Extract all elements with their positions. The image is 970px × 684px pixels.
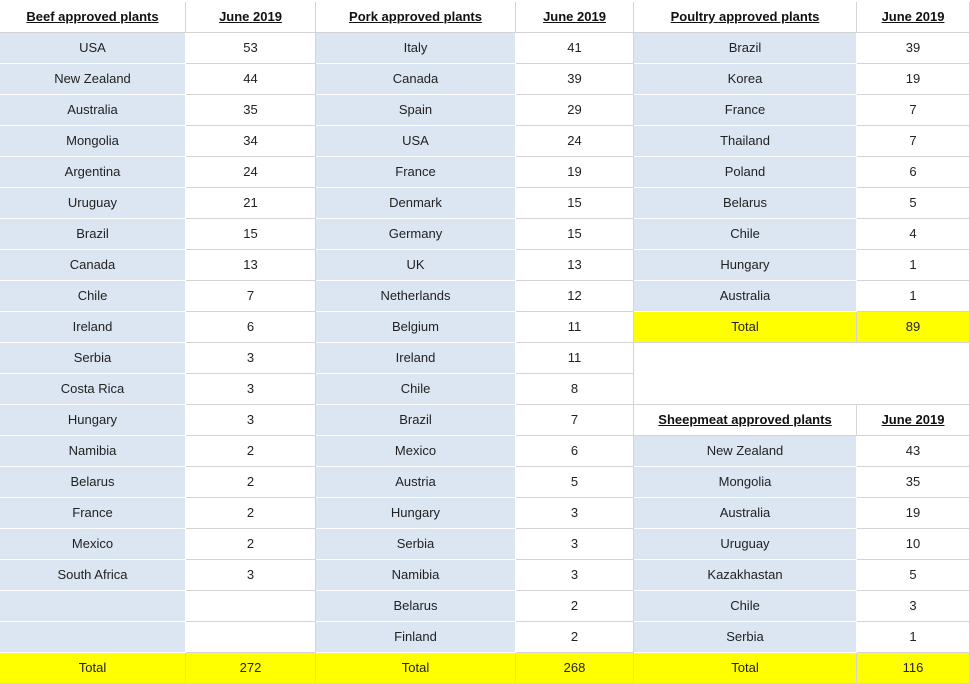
sheepmeat-total-label[interactable]: Total (634, 653, 857, 684)
sheepmeat-country-cell[interactable]: Australia (634, 498, 857, 529)
beef-count-cell[interactable]: 2 (186, 529, 316, 560)
beef-empty-cell[interactable] (186, 591, 316, 622)
beef-country-cell[interactable]: Chile (0, 281, 186, 312)
pork-count-cell[interactable]: 2 (516, 591, 634, 622)
beef-count-cell[interactable]: 21 (186, 188, 316, 219)
pork-count-cell[interactable]: 39 (516, 64, 634, 95)
pork-country-cell[interactable]: Austria (316, 467, 516, 498)
beef-count-cell[interactable]: 2 (186, 467, 316, 498)
pork-count-cell[interactable]: 2 (516, 622, 634, 653)
pork-count-cell[interactable]: 5 (516, 467, 634, 498)
beef-country-cell[interactable]: Serbia (0, 343, 186, 374)
sheepmeat-total-value[interactable]: 116 (857, 653, 970, 684)
poultry-total-value[interactable]: 89 (857, 312, 970, 343)
poultry-count-cell[interactable]: 4 (857, 219, 970, 250)
pork-country-cell[interactable]: Belarus (316, 591, 516, 622)
pork-country-cell[interactable]: Ireland (316, 343, 516, 374)
sheepmeat-count-cell[interactable]: 5 (857, 560, 970, 591)
sheepmeat-header[interactable]: Sheepmeat approved plants (634, 405, 857, 436)
pork-country-cell[interactable]: Netherlands (316, 281, 516, 312)
beef-empty-cell[interactable] (0, 591, 186, 622)
pork-country-cell[interactable]: Namibia (316, 560, 516, 591)
pork-count-cell[interactable]: 7 (516, 405, 634, 436)
pork-count-cell[interactable]: 6 (516, 436, 634, 467)
sheepmeat-count-cell[interactable]: 43 (857, 436, 970, 467)
beef-count-cell[interactable]: 35 (186, 95, 316, 126)
pork-count-cell[interactable]: 24 (516, 126, 634, 157)
beef-country-cell[interactable]: Ireland (0, 312, 186, 343)
poultry-country-cell[interactable]: Thailand (634, 126, 857, 157)
sheepmeat-country-cell[interactable]: Kazakhastan (634, 560, 857, 591)
beef-count-cell[interactable]: 24 (186, 157, 316, 188)
beef-count-cell[interactable]: 7 (186, 281, 316, 312)
poultry-country-cell[interactable]: France (634, 95, 857, 126)
pork-country-cell[interactable]: Brazil (316, 405, 516, 436)
poultry-country-cell[interactable]: Australia (634, 281, 857, 312)
beef-count-cell[interactable]: 3 (186, 405, 316, 436)
beef-country-cell[interactable]: Hungary (0, 405, 186, 436)
poultry-count-cell[interactable]: 6 (857, 157, 970, 188)
poultry-total-label[interactable]: Total (634, 312, 857, 343)
beef-count-cell[interactable]: 34 (186, 126, 316, 157)
poultry-country-cell[interactable]: Hungary (634, 250, 857, 281)
sheepmeat-country-cell[interactable]: Serbia (634, 622, 857, 653)
sheepmeat-count-cell[interactable]: 10 (857, 529, 970, 560)
poultry-country-cell[interactable]: Chile (634, 219, 857, 250)
sheepmeat-country-cell[interactable]: Mongolia (634, 467, 857, 498)
beef-count-cell[interactable]: 3 (186, 374, 316, 405)
pork-country-cell[interactable]: Mexico (316, 436, 516, 467)
pork-country-cell[interactable]: Germany (316, 219, 516, 250)
poultry-month-header[interactable]: June 2019 (857, 2, 970, 33)
sheepmeat-count-cell[interactable]: 1 (857, 622, 970, 653)
poultry-country-cell[interactable]: Korea (634, 64, 857, 95)
beef-count-cell[interactable]: 44 (186, 64, 316, 95)
sheepmeat-month-header[interactable]: June 2019 (857, 405, 970, 436)
sheepmeat-country-cell[interactable]: Chile (634, 591, 857, 622)
beef-country-cell[interactable]: Belarus (0, 467, 186, 498)
poultry-count-cell[interactable]: 5 (857, 188, 970, 219)
beef-country-cell[interactable]: Costa Rica (0, 374, 186, 405)
beef-month-header[interactable]: June 2019 (186, 2, 316, 33)
pork-country-cell[interactable]: France (316, 157, 516, 188)
poultry-count-cell[interactable]: 19 (857, 64, 970, 95)
beef-empty-cell[interactable] (186, 622, 316, 653)
beef-country-cell[interactable]: France (0, 498, 186, 529)
pork-country-cell[interactable]: Hungary (316, 498, 516, 529)
pork-country-cell[interactable]: Denmark (316, 188, 516, 219)
poultry-header[interactable]: Poultry approved plants (634, 2, 857, 33)
pork-country-cell[interactable]: Chile (316, 374, 516, 405)
pork-count-cell[interactable]: 15 (516, 188, 634, 219)
pork-count-cell[interactable]: 3 (516, 560, 634, 591)
pork-count-cell[interactable]: 3 (516, 529, 634, 560)
sheepmeat-count-cell[interactable]: 35 (857, 467, 970, 498)
pork-country-cell[interactable]: Canada (316, 64, 516, 95)
poultry-country-cell[interactable]: Poland (634, 157, 857, 188)
pork-count-cell[interactable]: 29 (516, 95, 634, 126)
poultry-count-cell[interactable]: 39 (857, 33, 970, 64)
pork-total-label[interactable]: Total (316, 653, 516, 684)
poultry-count-cell[interactable]: 1 (857, 250, 970, 281)
beef-country-cell[interactable]: Australia (0, 95, 186, 126)
beef-count-cell[interactable]: 53 (186, 33, 316, 64)
beef-country-cell[interactable]: Mongolia (0, 126, 186, 157)
beef-header[interactable]: Beef approved plants (0, 2, 186, 33)
pork-country-cell[interactable]: Italy (316, 33, 516, 64)
pork-count-cell[interactable]: 8 (516, 374, 634, 405)
pork-count-cell[interactable]: 41 (516, 33, 634, 64)
pork-count-cell[interactable]: 19 (516, 157, 634, 188)
pork-country-cell[interactable]: USA (316, 126, 516, 157)
sheepmeat-count-cell[interactable]: 3 (857, 591, 970, 622)
poultry-count-cell[interactable]: 1 (857, 281, 970, 312)
pork-country-cell[interactable]: Belgium (316, 312, 516, 343)
beef-count-cell[interactable]: 6 (186, 312, 316, 343)
sheepmeat-country-cell[interactable]: New Zealand (634, 436, 857, 467)
pork-count-cell[interactable]: 11 (516, 343, 634, 374)
poultry-count-cell[interactable]: 7 (857, 95, 970, 126)
pork-count-cell[interactable]: 13 (516, 250, 634, 281)
beef-country-cell[interactable]: USA (0, 33, 186, 64)
beef-count-cell[interactable]: 2 (186, 498, 316, 529)
beef-total-value[interactable]: 272 (186, 653, 316, 684)
beef-count-cell[interactable]: 15 (186, 219, 316, 250)
pork-count-cell[interactable]: 3 (516, 498, 634, 529)
beef-count-cell[interactable]: 3 (186, 343, 316, 374)
beef-count-cell[interactable]: 13 (186, 250, 316, 281)
pork-country-cell[interactable]: UK (316, 250, 516, 281)
pork-country-cell[interactable]: Serbia (316, 529, 516, 560)
poultry-country-cell[interactable]: Brazil (634, 33, 857, 64)
beef-country-cell[interactable]: South Africa (0, 560, 186, 591)
beef-count-cell[interactable]: 2 (186, 436, 316, 467)
pork-count-cell[interactable]: 15 (516, 219, 634, 250)
pork-month-header[interactable]: June 2019 (516, 2, 634, 33)
poultry-country-cell[interactable]: Belarus (634, 188, 857, 219)
beef-country-cell[interactable]: Brazil (0, 219, 186, 250)
beef-country-cell[interactable]: Mexico (0, 529, 186, 560)
beef-country-cell[interactable]: Namibia (0, 436, 186, 467)
beef-total-label[interactable]: Total (0, 653, 186, 684)
beef-country-cell[interactable]: New Zealand (0, 64, 186, 95)
beef-empty-cell[interactable] (0, 622, 186, 653)
pork-count-cell[interactable]: 11 (516, 312, 634, 343)
sheepmeat-count-cell[interactable]: 19 (857, 498, 970, 529)
pork-country-cell[interactable]: Finland (316, 622, 516, 653)
beef-count-cell[interactable]: 3 (186, 560, 316, 591)
poultry-count-cell[interactable]: 7 (857, 126, 970, 157)
blank-spacer (634, 343, 970, 405)
pork-country-cell[interactable]: Spain (316, 95, 516, 126)
pork-header[interactable]: Pork approved plants (316, 2, 516, 33)
beef-country-cell[interactable]: Uruguay (0, 188, 186, 219)
pork-total-value[interactable]: 268 (516, 653, 634, 684)
beef-country-cell[interactable]: Canada (0, 250, 186, 281)
beef-country-cell[interactable]: Argentina (0, 157, 186, 188)
sheepmeat-country-cell[interactable]: Uruguay (634, 529, 857, 560)
pork-count-cell[interactable]: 12 (516, 281, 634, 312)
